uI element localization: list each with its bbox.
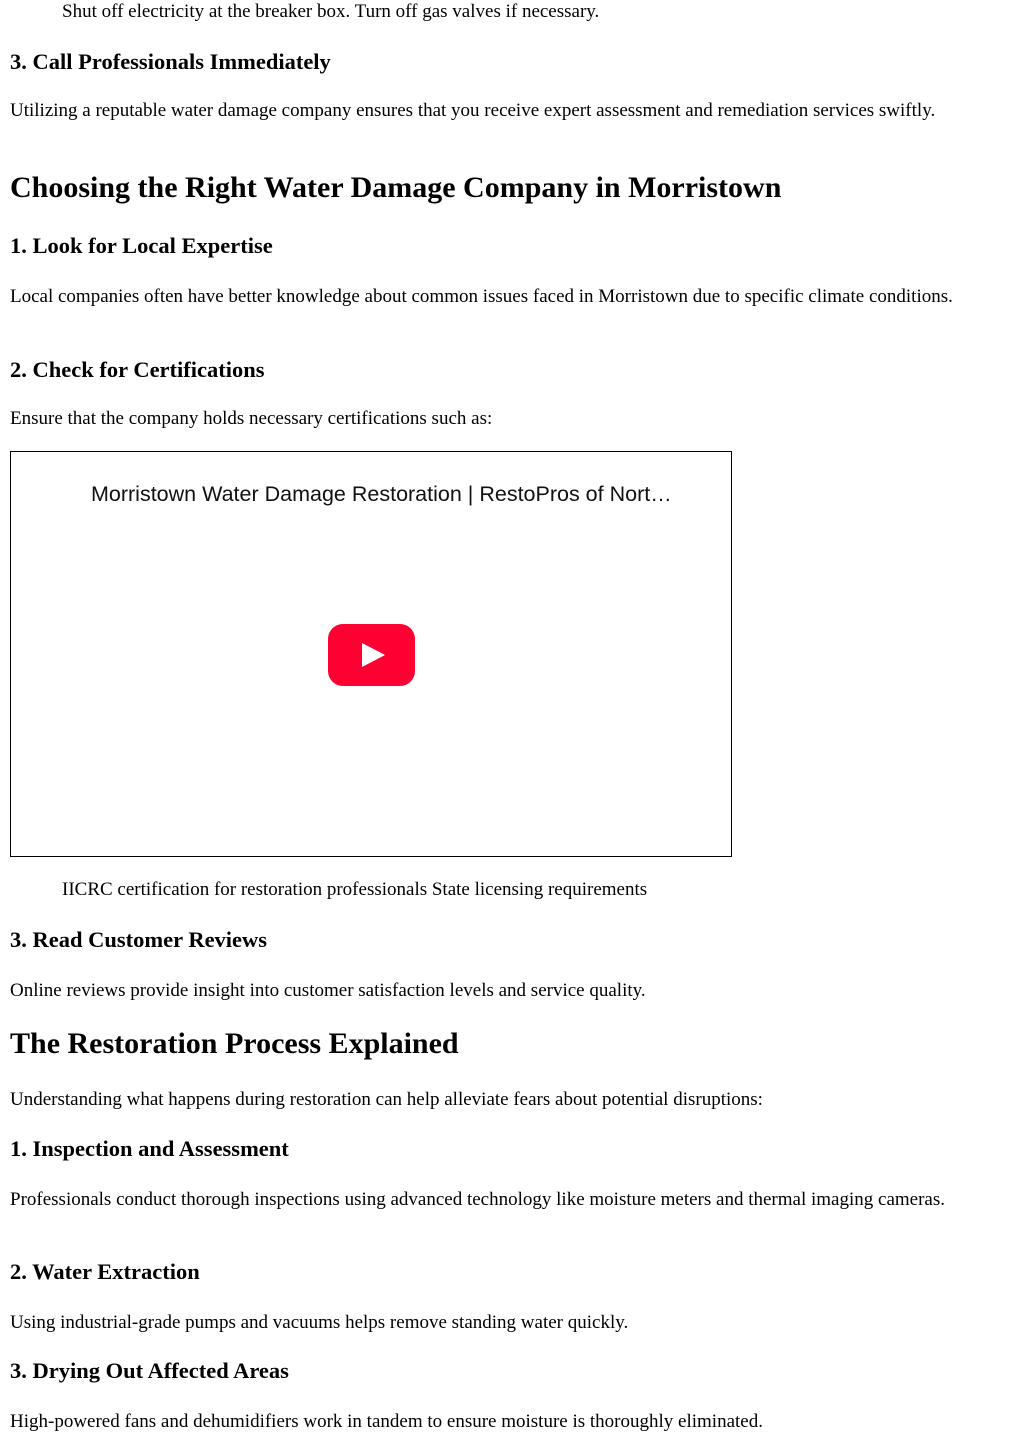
paragraph-drying: High-powered fans and dehumidifiers work in tandem to ensure moisture is thoroughly eliminated. (10, 1411, 763, 1432)
play-icon (362, 643, 385, 667)
list-item-shut-off: Shut off electricity at the breaker box. Turn off gas valves if necessary. (62, 1, 600, 22)
heading-call-professionals: 3. Call Professionals Immediately (10, 49, 331, 74)
paragraph-restoration-intro: Understanding what happens during restoration can help alleviate fears about potential disruptions: (10, 1089, 763, 1110)
heading-inspection: 1. Inspection and Assessment (10, 1136, 289, 1161)
heading-water-extraction: 2. Water Extraction (10, 1259, 200, 1284)
heading-customer-reviews: 3. Read Customer Reviews (10, 927, 268, 952)
heading-choosing-company: Choosing the Right Water Damage Company in Morristown (10, 171, 782, 204)
heading-drying: 3. Drying Out Affected Areas (10, 1358, 289, 1383)
video-play-button[interactable] (328, 624, 415, 686)
paragraph-certifications: Ensure that the company holds necessary certifications such as: (10, 408, 493, 429)
paragraph-call-professionals: Utilizing a reputable water damage company ensures that you receive expert assessment and remediation services swiftly. (10, 100, 936, 121)
paragraph-local-expertise: Local companies often have better knowledge about common issues faced in Morristown due to specific climate conditions. (10, 286, 953, 307)
video-embed[interactable] (10, 451, 732, 857)
list-item-certifications: IICRC certification for restoration professionals State licensing requirements (62, 879, 648, 900)
heading-local-expertise: 1. Look for Local Expertise (10, 233, 273, 258)
paragraph-water-extraction: Using industrial-grade pumps and vacuums helps remove standing water quickly. (10, 1312, 629, 1333)
video-title[interactable]: Morristown Water Damage Restoration | RestoPros of Nort… (91, 482, 672, 506)
paragraph-inspection: Professionals conduct thorough inspections using advanced technology like moisture meters and thermal imaging cameras. (10, 1189, 945, 1210)
heading-certifications: 2. Check for Certifications (10, 357, 265, 382)
paragraph-customer-reviews: Online reviews provide insight into customer satisfaction levels and service quality. (10, 980, 646, 1001)
heading-restoration-process: The Restoration Process Explained (10, 1027, 459, 1060)
